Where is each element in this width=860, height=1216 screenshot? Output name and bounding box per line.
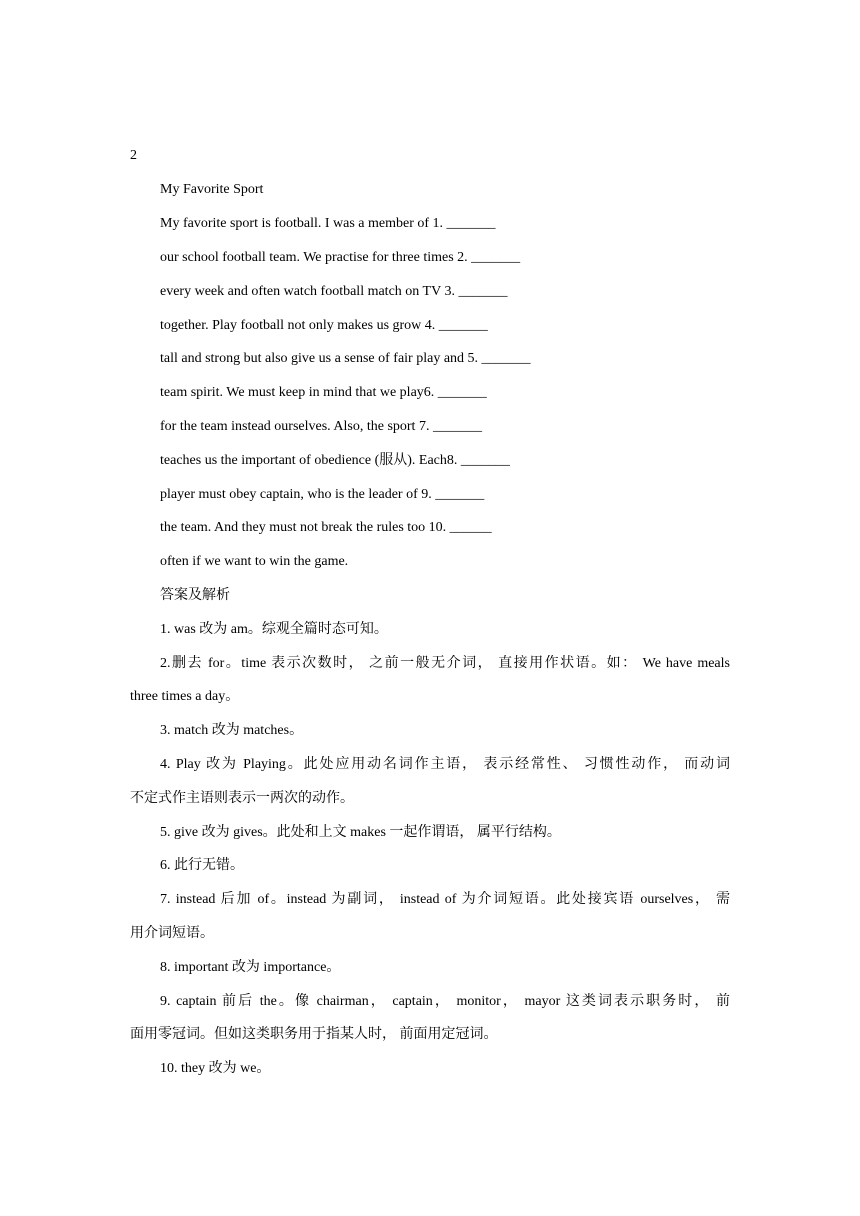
passage-line: team spirit. We must keep in mind that we play6. _______ [160,385,487,400]
answer-item: 9. captain 前后 the。像 chairman， captain， monitor， mayor 这类词表示职务时， 前 [160,994,730,1009]
passage-line: every week and often watch football match on TV 3. _______ [160,284,508,299]
answers-heading: 答案及解析 [160,588,230,603]
answer-item: 5. give 改为 gives。此处和上文 makes 一起作谓语， 属平行结构。 [160,825,561,840]
passage-title: My Favorite Sport [160,182,264,197]
section-number: 2 [130,148,137,163]
answer-item-continuation: three times a day。 [130,689,240,704]
passage-line: together. Play football not only makes us grow 4. _______ [160,318,488,333]
passage-line: for the team instead ourselves. Also, the sport 7. _______ [160,419,482,434]
passage-line: My favorite sport is football. I was a member of 1. _______ [160,216,496,231]
answer-item-continuation: 不定式作主语则表示一两次的动作。 [130,791,354,806]
answer-item: 2.删去 for。time 表示次数时， 之前一般无介词， 直接用作状语。如： We have meals [160,656,730,671]
answer-item: 3. match 改为 matches。 [160,723,304,738]
answer-item-continuation: 面用零冠词。但如这类职务用于指某人时， 前面用定冠词。 [130,1027,498,1042]
passage-line: the team. And they must not break the rules too 10. ______ [160,520,492,535]
answer-item: 7. instead 后加 of。instead 为副词， instead of 为介词短语。此处接宾语 ourselves， 需 [160,892,730,907]
answer-item: 4. Play 改为 Playing。此处应用动名词作主语， 表示经常性、 习惯性动作， 而动词 [160,757,730,772]
passage-line: teaches us the important of obedience (服从). Each8. _______ [160,453,510,468]
answer-item: 8. important 改为 importance。 [160,960,341,975]
answer-item: 10. they 改为 we。 [160,1061,271,1076]
answer-item: 6. 此行无错。 [160,858,244,873]
answer-item: 1. was 改为 am。综观全篇时态可知。 [160,622,388,637]
passage-line: our school football team. We practise for three times 2. _______ [160,250,521,265]
passage-line: tall and strong but also give us a sense of fair play and 5. _______ [160,351,531,366]
passage-line: player must obey captain, who is the leader of 9. _______ [160,487,485,502]
passage-line: often if we want to win the game. [160,554,349,569]
answer-item-continuation: 用介词短语。 [130,926,214,941]
